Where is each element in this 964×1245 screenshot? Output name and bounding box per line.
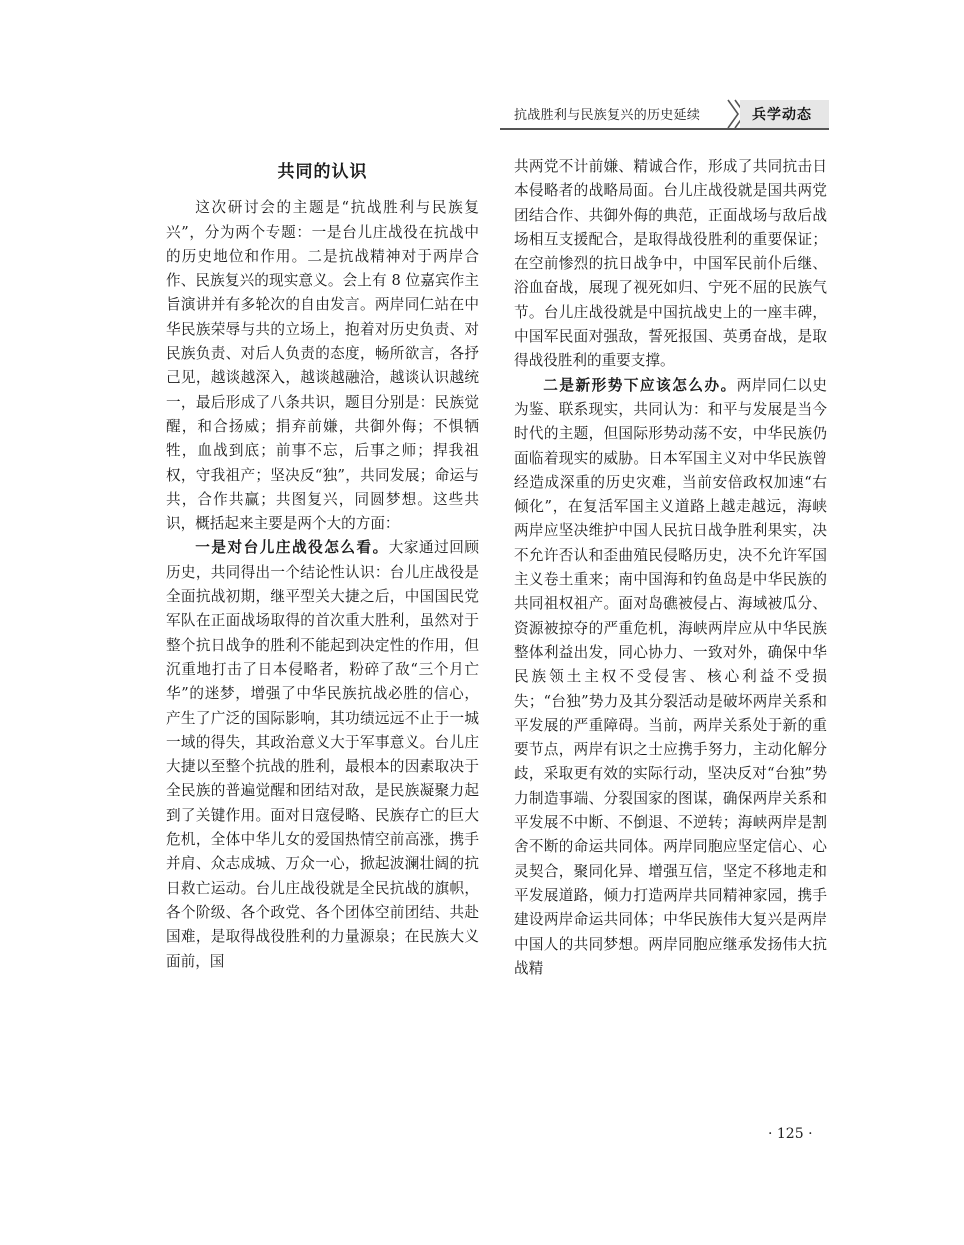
- paragraph-body: 两岸同仁以史为鉴、联系现实，共同认为：和平与发展是当今时代的主题，但国际形势动荡不安，中华民族仍面临着现实的威胁。日本军国主义对中华民族曾经造成深重的历史灾难，当前安倍政权加速“右倾化”，在复活军国主义道路上越走越远，海峡两岸应坚决维护中国人民抗日战争胜利果实，决不允许否认和歪曲殖民侵略历史，决不允许军国主义卷土重来；南中国海和钓鱼岛是中华民族的共同祖权祖产。面对岛礁被侵占、海域被瓜分、资源被掠夺的严重危机，海峡两岸应从中华民族整体利益出发，同心协力、一致对外，确保中华民族领土主权不受侵害、核心利益不受损失；“台独”势力及其分裂活动是破坏两岸关系和平发展的严重障碍。当前，两岸关系处于新的重要节点，两岸有识之士应携手努力，主动化解分歧，采取更有效的实际行动，坚决反对“台独”势力制造事端、分裂国家的图谋，确保两岸关系和平发展不中断、不倒退、不逆转；海峡两岸是割舍不断的命运共同体。两岸同胞应坚定信心、心灵契合，聚同化异、增强互信，坚定不移地走和平发展道路，倾力打造两岸共同精神家园，携手建设两岸命运共同体；中华民族伟大复兴是两岸中国人的共同梦想。两岸同胞应继承发扬伟大抗战精: [514, 376, 827, 977]
- right-column: [514, 155, 827, 981]
- paragraph: [514, 374, 827, 981]
- header-rule: [500, 128, 829, 130]
- section-label-box: [740, 100, 829, 128]
- paragraph: 这次研讨会的主题是“抗战胜利与民族复兴”，分为两个专题：一是台儿庄战役在抗战中的历史地位和作用。二是抗战精神对于两岸合作、民族复兴的现实意义。会上有 8 位嘉宾作主旨演讲并有多轮次的自由发言。两岸同仁站在中华民族荣辱与共的立场上，抱着对历史负责、对民族负责、对后人负责的态度，畅所欲言，各抒己见，越谈越深入，越谈越融洽，越谈认识越统一，最后形成了八条共识，题目分别是：民族觉醒，和合扬威；捐弃前嫌，共御外侮；不惧牺牲，血战到底；前事不忘，后事之师；捍我祖权，守我祖产；坚决反“独”，共同发展；命运与共，合作共赢；共图复兴，同圆梦想。这些共识，概括起来主要是两个大的方面：: [166, 199, 479, 533]
- page-number: · 125 ·: [768, 1126, 813, 1142]
- paragraph-lead: 一是对台儿庄战役怎么看。: [195, 539, 389, 557]
- section-label: 兵学动态: [752, 107, 812, 123]
- paragraph: [166, 536, 479, 973]
- paragraph-lead: 二是新形势下应该怎么办。: [543, 376, 737, 394]
- left-column: [166, 160, 479, 974]
- paragraph: 共两党不计前嫌、精诚合作，形成了共同抗击日本侵略者的战略局面。台儿庄战役就是国共两党团结合作、共御外侮的典范，正面战场与敌后战场相互支援配合，是取得战役胜利的重要保证；在空前惨烈的抗日战争中，中国军民前仆后继、浴血奋战，展现了视死如归、宁死不屈的民族气节。台儿庄战役就是中国抗战史上的一座丰碑，中国军民面对强敌，誓死报国、英勇奋战，是取得战役胜利的重要支撑。: [514, 158, 827, 370]
- section-heading: 共同的认识: [277, 162, 368, 182]
- running-header-title: 抗战胜利与民族复兴的历史延续: [514, 108, 701, 123]
- paragraph-body: 大家通过回顾历史，共同得出一个结论性认识：台儿庄战役是全面抗战初期，继平型关大捷之后，中国国民党军队在正面战场取得的首次重大胜利，虽然对于整个抗日战争的胜利不能起到决定性的作用，但沉重地打击了日本侵略者，粉碎了敌“三个月亡华”的迷梦，增强了中华民族抗战必胜的信心，产生了广泛的国际影响，其功绩远远不止于一城一域的得失，其政治意义大于军事意义。台儿庄大捷以至整个抗战的胜利，最根本的因素取决于全民族的普遍觉醒和团结对敌，是民族凝聚力起到了关键作用。面对日寇侵略、民族存亡的巨大危机，全体中华儿女的爱国热情空前高涨，携手并肩、众志成城、万众一心，掀起波澜壮阔的抗日救亡运动。台儿庄战役就是全民抗战的旗帜，各个阶级、各个政党、各个团体空前团结、共赴国难，是取得战役胜利的力量源泉；在民族大义面前，国: [166, 539, 479, 970]
